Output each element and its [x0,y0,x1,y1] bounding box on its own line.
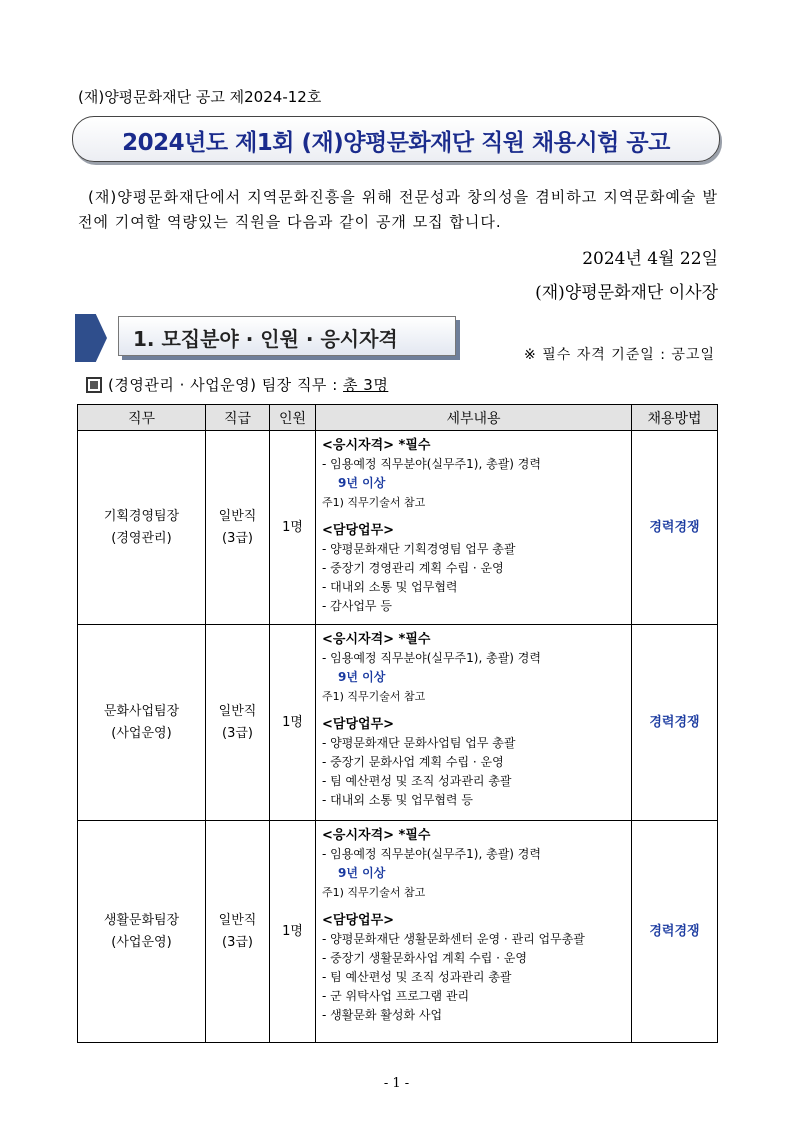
detail-cell [316,431,632,625]
qualification-heading: <응시자격> *필수 [322,632,431,647]
recruitment-table [77,404,718,1043]
table-row [78,625,718,821]
method-cell: 경력경쟁 [632,821,718,1043]
job-title: 생활문화팀장 [103,912,180,928]
duty-heading: <담당업무> [322,913,395,928]
count-cell: 1명 [270,625,316,821]
job-title: 기획경영팀장 [103,508,180,524]
intro-paragraph: (재)양평문화재단에서 지역문화진흥을 위해 전문성과 창의성을 겸비하고 지역문화예술 발전에 기여할 역량있는 직원을 다음과 같이 공개 모집 합니다. [78,188,718,231]
header-grade: 직급 [206,405,270,431]
grade-cell [206,625,270,821]
title-banner [72,116,720,162]
duty-item: - 감사업무 등 [322,599,392,613]
issuer: (재)양평문화재단 이사장 [535,283,718,303]
duty-item: - 양평문화재단 생활문화센터 운영 · 관리 업무총괄 [322,932,585,946]
section-heading-box [118,316,456,356]
qualification-line: - 임용예정 직무분야(실무주1), 총괄) 경력 [322,847,541,861]
job-field: (사업운영) [111,725,172,741]
duty-item: - 팀 예산편성 및 조직 성과관리 총괄 [322,774,512,788]
qualification-heading: <응시자격> *필수 [322,828,431,843]
table-header-row [78,405,718,431]
grade-level: (3급) [222,530,253,546]
job-field: (경영관리) [111,530,172,546]
header-details: 세부내용 [316,405,632,431]
qualification-line: - 임용예정 직무분야(실무주1), 총괄) 경력 [322,651,541,665]
qualification-note: 주1) 직무기술서 참고 [322,886,426,899]
job-cell [78,431,206,625]
duty-item: - 중장기 경영관리 계획 수립 · 운영 [322,561,504,575]
grade-level: (3급) [222,725,253,741]
table-row [78,821,718,1043]
job-cell [78,821,206,1043]
grade-title: 일반직 [218,703,257,719]
qualification-note: 주1) 직무기술서 참고 [322,496,426,509]
duty-item: - 중장기 생활문화사업 계획 수립 · 운영 [322,951,527,965]
duty-item: - 대내외 소통 및 업무협력 등 [322,793,473,807]
header-count: 인원 [270,405,316,431]
qualification-years: 9년 이상 [338,476,386,490]
page-number: - 1 - [383,1076,410,1091]
duty-item: - 생활문화 활성화 사업 [322,1008,443,1022]
duty-item: - 양평문화재단 기획경영팀 업무 총괄 [322,542,516,556]
detail-cell [316,625,632,821]
section-note: ※ 필수 자격 기준일 : 공고일 [524,347,715,363]
qualification-years: 9년 이상 [338,866,386,880]
grade-title: 일반직 [218,912,257,928]
header-job: 직무 [78,405,206,431]
job-title: 문화사업팀장 [103,703,180,719]
announcement-date: 2024년 4월 22일 [582,249,718,269]
document-number: (재)양평문화재단 공고 제2024-12호 [78,88,322,106]
duty-heading: <담당업무> [322,717,395,732]
duty-item: - 팀 예산편성 및 조직 성과관리 총괄 [322,970,512,984]
sub-heading-label: (경영관리 · 사업운영) 팀장 직무 : [108,376,344,394]
qualification-line: - 임용예정 직무분야(실무주1), 총괄) 경력 [322,457,541,471]
duty-item: - 대내외 소통 및 업무협력 [322,580,458,594]
duty-item: - 양평문화재단 문화사업팀 업무 총괄 [322,736,516,750]
duty-item: - 중장기 문화사업 계획 수립 · 운영 [322,755,504,769]
grade-title: 일반직 [218,508,257,524]
table-row [78,431,718,625]
method-cell: 경력경쟁 [632,625,718,821]
grade-cell [206,821,270,1043]
page-title: 2024년도 제1회 (재)양평문화재단 직원 채용시험 공고 [122,130,670,156]
sub-heading [108,374,388,395]
job-field: (사업운영) [111,934,172,950]
square-bullet-icon [86,377,102,393]
qualification-note: 주1) 직무기술서 참고 [322,690,426,703]
qualification-heading: <응시자격> *필수 [322,438,431,453]
section-title: 1. 모집분야 · 인원 · 응시자격 [133,327,398,351]
method-cell: 경력경쟁 [632,431,718,625]
duty-item: - 군 위탁사업 프로그램 관리 [322,989,470,1003]
qualification-years: 9년 이상 [338,670,386,684]
section-arrow-icon [75,314,107,362]
count-cell: 1명 [270,821,316,1043]
detail-cell [316,821,632,1043]
sub-heading-count: 총 3명 [343,376,389,394]
grade-level: (3급) [222,934,253,950]
count-cell: 1명 [270,431,316,625]
header-method: 채용방법 [632,405,718,431]
duty-heading: <담당업무> [322,523,395,538]
grade-cell [206,431,270,625]
job-cell [78,625,206,821]
